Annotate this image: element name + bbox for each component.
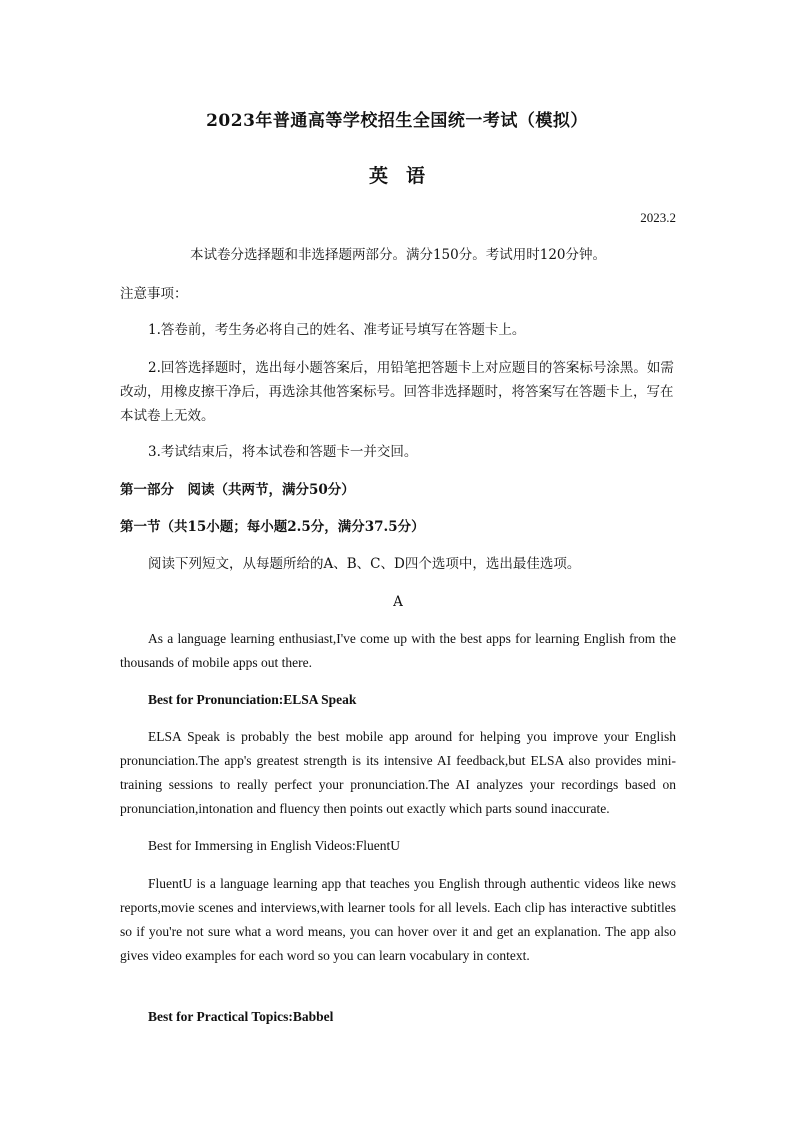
part1-heading: 第一部分 阅读（共两节，满分50分）: [120, 482, 355, 498]
exam-title: 2023年普通高等学校招生全国统一考试（模拟）: [206, 111, 588, 131]
passage-intro: As a language learning enthusiast,I've come up with the best apps for learning English from the thousands of mobile apps out there.: [120, 631, 676, 670]
note-item-3: 3.考试结束后，将本试卷和答题卡一并交回。: [148, 444, 418, 460]
passage-paragraph-fluentu: FluentU is a language learning app that teaches you English through authentic videos like news reports,movie scenes and interviews,with learner tools for all levels. Each clip has interactive subtitles so if you're not sure what a word means, you can hover over it and get an explanation. The app also gives video examples for each word so you can learn vocabulary in context.: [120, 876, 676, 963]
exam-intro: 本试卷分选择题和非选择题两部分。满分150分。考试用时120分钟。: [189, 247, 607, 263]
note-item-1: 1.答卷前，考生务必将自己的姓名、准考证号填写在答题卡上。: [148, 322, 526, 338]
passage-label: A: [393, 594, 403, 610]
reading-instruction: 阅读下列短文，从每题所给的A、B、C、D四个选项中，选出最佳选项。: [148, 556, 581, 572]
notes-heading: 注意事项：: [120, 286, 188, 302]
passage-paragraph-elsa: ELSA Speak is probably the best mobile app around for helping you improve your English pronunciation.The app's greatest strength is its intensive AI feedback,but ELSA also provides mini-training sessions to really perfect your pronunciation.The AI analyzes your recordings based on pronunciation,intonation and fluency then points out exactly which parts sound inaccurate.: [120, 729, 676, 816]
passage-heading-babbel: Best for Practical Topics:Babbel: [148, 1009, 334, 1024]
note-item-2: 2.回答选择题时，选出每小题答案后，用铅笔把答题卡上对应题目的答案标号涂黑。如需改动，用橡皮擦干净后，再选涂其他答案标号。回答非选择题时，将答案写在答题卡上，写在本试卷上无效。: [120, 360, 674, 424]
passage-heading-elsa: Best for Pronunciation:ELSA Speak: [148, 692, 357, 707]
exam-date: 2023.2: [640, 210, 676, 225]
passage-heading-fluentu: Best for Immersing in English Videos:FluentU: [148, 838, 401, 853]
subject-heading: 英语: [368, 165, 443, 187]
section1-heading: 第一节（共15小题；每小题2.5分，满分37.5分）: [120, 519, 425, 535]
